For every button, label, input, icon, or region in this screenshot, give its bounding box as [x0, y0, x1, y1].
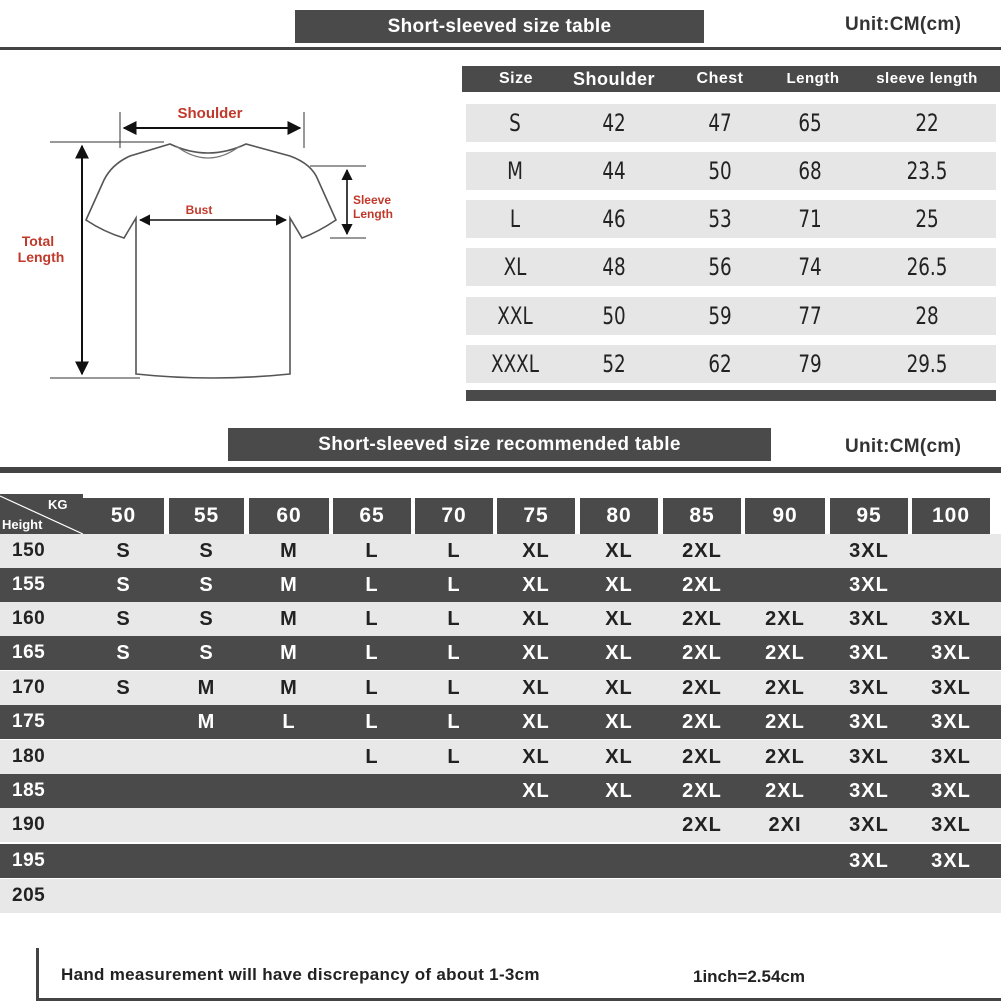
recommended-size-cell: XL: [522, 711, 550, 733]
recommend-row: [0, 568, 1001, 602]
recommend-row: [0, 636, 1001, 670]
recommended-size-cell: 3XL: [931, 780, 971, 802]
recommend-table: [0, 494, 1001, 918]
size-cell: 65: [798, 109, 822, 137]
height-cell: 160: [12, 608, 46, 629]
recommended-size-cell: 2XL: [682, 540, 722, 562]
height-cell: 155: [12, 574, 46, 595]
recommend-row: [0, 705, 1001, 739]
recommended-size-cell: [745, 844, 825, 878]
sleeve-label-1: Sleeve: [352, 193, 392, 207]
size-row: [466, 345, 996, 383]
size-cell: 48: [602, 253, 626, 281]
recommended-size-cell: 2XL: [682, 608, 722, 630]
weight-header-cell: 65: [333, 498, 411, 534]
recommended-size-cell: S: [116, 608, 131, 630]
recommend-table-unit: Unit:CM(cm): [845, 436, 962, 457]
weight-header-cell: 100: [912, 498, 990, 534]
recommended-size-cell: 3XL: [931, 711, 971, 733]
recommended-size-cell: 2XL: [765, 780, 805, 802]
recommended-size-cell: L: [447, 677, 461, 699]
recommended-size-cell: 2XL: [682, 780, 722, 802]
recommended-size-cell: S: [116, 677, 131, 699]
recommend-row: [0, 844, 1001, 878]
recommended-size-cell: XL: [522, 642, 550, 664]
size-cell: 74: [798, 253, 822, 281]
sleeve-label-2: Length: [353, 207, 393, 221]
weight-header-cell: 75: [497, 498, 575, 534]
recommended-size-cell: 2XL: [682, 711, 722, 733]
recommended-size-cell: [745, 879, 825, 913]
recommended-size-cell: 3XL: [849, 574, 889, 596]
size-cell: M: [507, 157, 523, 185]
size-cell: 59: [708, 302, 732, 330]
recommended-size-cell: M: [197, 711, 216, 733]
recommended-size-cell: 3XL: [849, 814, 889, 836]
recommended-size-cell: 2XL: [765, 608, 805, 630]
recommended-size-cell: S: [199, 574, 214, 596]
recommend-row: [0, 740, 1001, 774]
recommended-size-cell: 3XL: [931, 677, 971, 699]
recommended-size-cell: XL: [522, 780, 550, 802]
total-length-label-2: Length: [17, 249, 65, 265]
weight-header-cell: 70: [415, 498, 493, 534]
recommended-size-cell: M: [280, 574, 298, 596]
recommended-size-cell: 3XL: [849, 711, 889, 733]
recommended-size-cell: XL: [605, 711, 633, 733]
recommended-size-cell: 3XL: [849, 642, 889, 664]
corner-kg-label: KG: [48, 497, 68, 512]
recommended-size-cell: L: [365, 642, 379, 664]
recommended-size-cell: XL: [605, 780, 633, 802]
recommended-size-cell: [912, 568, 990, 602]
recommended-size-cell: [83, 808, 164, 842]
size-cell: 44: [602, 157, 626, 185]
recommended-size-cell: XL: [605, 746, 633, 768]
recommended-size-cell: [333, 879, 411, 913]
recommended-size-cell: S: [116, 574, 131, 596]
size-cell: 46: [602, 205, 626, 233]
recommended-size-cell: 3XL: [849, 608, 889, 630]
recommended-size-cell: M: [280, 540, 298, 562]
height-cell: 165: [12, 642, 46, 663]
recommended-size-cell: XL: [522, 746, 550, 768]
recommended-size-cell: [497, 844, 575, 878]
recommended-size-cell: [415, 774, 493, 808]
size-cell: 50: [602, 302, 626, 330]
weight-header-cell: 90: [745, 498, 825, 534]
recommended-size-cell: 2XL: [765, 642, 805, 664]
inch-conversion: 1inch=2.54cm: [693, 967, 805, 986]
recommended-size-cell: [249, 879, 329, 913]
size-table-title: Short-sleeved size table: [295, 10, 704, 43]
height-cell: 150: [12, 540, 46, 561]
recommended-size-cell: [580, 879, 658, 913]
corner-cell: [0, 494, 83, 534]
measurement-note-box: [36, 948, 1001, 1001]
recommended-size-cell: XL: [605, 608, 633, 630]
size-cell: 52: [602, 350, 626, 378]
recommended-size-cell: 2XL: [765, 711, 805, 733]
discrepancy-note: Hand measurement will have discrepancy of about 1-3cm: [61, 965, 540, 984]
recommended-size-cell: S: [116, 642, 131, 664]
recommended-size-cell: [663, 844, 741, 878]
size-cell: 42: [602, 109, 626, 137]
recommended-size-cell: [497, 808, 575, 842]
recommended-size-cell: 3XL: [931, 850, 971, 872]
recommended-size-cell: [745, 568, 825, 602]
weight-header-cell: 80: [580, 498, 658, 534]
col-length: Length: [786, 70, 840, 87]
recommended-size-cell: L: [447, 642, 461, 664]
recommended-size-cell: XL: [522, 574, 550, 596]
recommended-size-cell: [249, 774, 329, 808]
weight-header-cell: 55: [169, 498, 244, 534]
size-row: [466, 152, 996, 190]
height-cell: 195: [12, 850, 46, 871]
size-cell: 53: [708, 205, 732, 233]
recommended-size-cell: [415, 844, 493, 878]
recommended-size-cell: L: [365, 711, 379, 733]
recommended-size-cell: L: [447, 608, 461, 630]
size-table-footer-bar: [466, 390, 996, 401]
size-cell: XXL: [497, 302, 533, 330]
recommended-size-cell: 2XL: [765, 746, 805, 768]
recommended-size-cell: M: [280, 608, 298, 630]
recommended-size-cell: [580, 844, 658, 878]
corner-height-label: Height: [2, 517, 43, 532]
recommended-size-cell: 3XL: [849, 780, 889, 802]
recommended-size-cell: 2XL: [682, 642, 722, 664]
recommended-size-cell: S: [199, 642, 214, 664]
weight-header-cell: 85: [663, 498, 741, 534]
recommended-size-cell: XL: [522, 608, 550, 630]
recommended-size-cell: XL: [605, 540, 633, 562]
col-shoulder: Shoulder: [572, 69, 655, 89]
recommended-size-cell: [249, 808, 329, 842]
tshirt-outline: [86, 144, 336, 378]
recommended-size-cell: S: [199, 540, 214, 562]
recommended-size-cell: [912, 879, 990, 913]
size-cell: 47: [708, 109, 732, 137]
weight-header-cell: 95: [830, 498, 908, 534]
recommend-row: [0, 808, 1001, 842]
recommended-size-cell: [830, 879, 908, 913]
recommend-row: [0, 671, 1001, 705]
shoulder-label: Shoulder: [177, 105, 243, 122]
size-cell: 68: [798, 157, 822, 185]
recommended-size-cell: 2XL: [682, 746, 722, 768]
height-cell: 180: [12, 746, 46, 767]
height-cell: 170: [12, 677, 46, 698]
recommend-row: [0, 774, 1001, 808]
recommended-size-cell: M: [197, 677, 216, 699]
recommended-size-cell: [912, 534, 990, 568]
recommended-size-cell: L: [447, 540, 461, 562]
total-length-label-1: Total: [21, 233, 55, 249]
recommended-size-cell: XL: [522, 677, 550, 699]
recommended-size-cell: 2XL: [765, 677, 805, 699]
recommended-size-cell: [497, 879, 575, 913]
size-cell: 22: [915, 109, 939, 137]
top-divider: [0, 47, 1001, 50]
size-cell: 25: [915, 205, 939, 233]
recommended-size-cell: L: [447, 711, 461, 733]
recommended-size-cell: 3XL: [849, 540, 889, 562]
recommend-row: [0, 879, 1001, 913]
recommended-size-cell: 3XL: [849, 850, 889, 872]
recommended-size-cell: S: [199, 608, 214, 630]
recommended-size-cell: 2XI: [768, 814, 802, 836]
recommended-size-cell: L: [447, 574, 461, 596]
recommended-size-cell: [333, 844, 411, 878]
size-row: [466, 200, 996, 238]
recommended-size-cell: 3XL: [931, 642, 971, 664]
recommended-size-cell: 3XL: [849, 677, 889, 699]
recommended-size-cell: 2XL: [682, 814, 722, 836]
recommended-size-cell: [415, 808, 493, 842]
recommended-size-cell: [83, 844, 164, 878]
recommended-size-cell: [83, 740, 164, 774]
recommended-size-cell: L: [282, 711, 296, 733]
recommended-size-cell: [663, 879, 741, 913]
recommended-size-cell: L: [365, 677, 379, 699]
size-row: [466, 248, 996, 286]
middle-divider: [0, 467, 1001, 473]
size-cell: 26.5: [906, 253, 948, 281]
recommended-size-cell: [333, 808, 411, 842]
recommended-size-cell: [169, 879, 244, 913]
size-table: [462, 66, 1000, 404]
recommended-size-cell: L: [365, 746, 379, 768]
recommended-size-cell: S: [116, 540, 131, 562]
recommended-size-cell: 2XL: [682, 677, 722, 699]
recommended-size-cell: [169, 774, 244, 808]
size-cell: XL: [503, 253, 527, 281]
size-cell: 62: [708, 350, 732, 378]
recommended-size-cell: 3XL: [931, 814, 971, 836]
size-cell: 71: [798, 205, 822, 233]
col-sleeve-length: sleeve length: [876, 70, 978, 87]
size-cell: 79: [798, 350, 822, 378]
recommended-size-cell: XL: [522, 540, 550, 562]
recommended-size-cell: 3XL: [931, 746, 971, 768]
size-cell: 50: [708, 157, 732, 185]
tshirt-diagram: [0, 60, 440, 400]
recommended-size-cell: 3XL: [849, 746, 889, 768]
height-cell: 205: [12, 885, 46, 906]
size-cell: 56: [708, 253, 732, 281]
size-cell: XXXL: [491, 350, 539, 378]
size-cell: 23.5: [906, 157, 948, 185]
height-cell: 185: [12, 780, 46, 801]
height-cell: 175: [12, 711, 46, 732]
col-chest: Chest: [696, 70, 744, 87]
bust-label: Bust: [185, 203, 213, 217]
recommended-size-cell: [249, 844, 329, 878]
recommend-table-title: Short-sleeved size recommended table: [228, 428, 771, 461]
weight-header-cell: 50: [83, 498, 164, 534]
recommended-size-cell: XL: [605, 677, 633, 699]
recommended-size-cell: [333, 774, 411, 808]
size-cell: 29.5: [906, 350, 948, 378]
recommended-size-cell: [415, 879, 493, 913]
recommended-size-cell: L: [365, 574, 379, 596]
recommend-row: [0, 534, 1001, 568]
size-cell: 77: [798, 302, 822, 330]
recommended-size-cell: [169, 844, 244, 878]
size-cell: 28: [915, 302, 939, 330]
recommended-size-cell: XL: [605, 642, 633, 664]
recommended-size-cell: L: [447, 746, 461, 768]
recommended-size-cell: 2XL: [682, 574, 722, 596]
weight-header-cell: 60: [249, 498, 329, 534]
recommended-size-cell: M: [280, 642, 298, 664]
recommended-size-cell: [169, 808, 244, 842]
recommended-size-cell: [580, 808, 658, 842]
recommended-size-cell: M: [280, 677, 298, 699]
recommended-size-cell: XL: [605, 574, 633, 596]
recommended-size-cell: L: [365, 540, 379, 562]
size-row: [466, 297, 996, 335]
height-cell: 190: [12, 814, 46, 835]
size-table-unit: Unit:CM(cm): [845, 14, 962, 35]
size-cell: L: [509, 205, 521, 233]
recommended-size-cell: [745, 534, 825, 568]
recommended-size-cell: [83, 879, 164, 913]
recommended-size-cell: [83, 705, 164, 739]
size-table-header: [462, 66, 1000, 92]
recommended-size-cell: [83, 774, 164, 808]
recommended-size-cell: L: [365, 608, 379, 630]
recommended-size-cell: 3XL: [931, 608, 971, 630]
size-row: [466, 104, 996, 142]
size-cell: S: [509, 109, 521, 137]
recommended-size-cell: [249, 740, 329, 774]
recommended-size-cell: [169, 740, 244, 774]
recommend-row: [0, 602, 1001, 636]
col-size: Size: [498, 70, 533, 87]
